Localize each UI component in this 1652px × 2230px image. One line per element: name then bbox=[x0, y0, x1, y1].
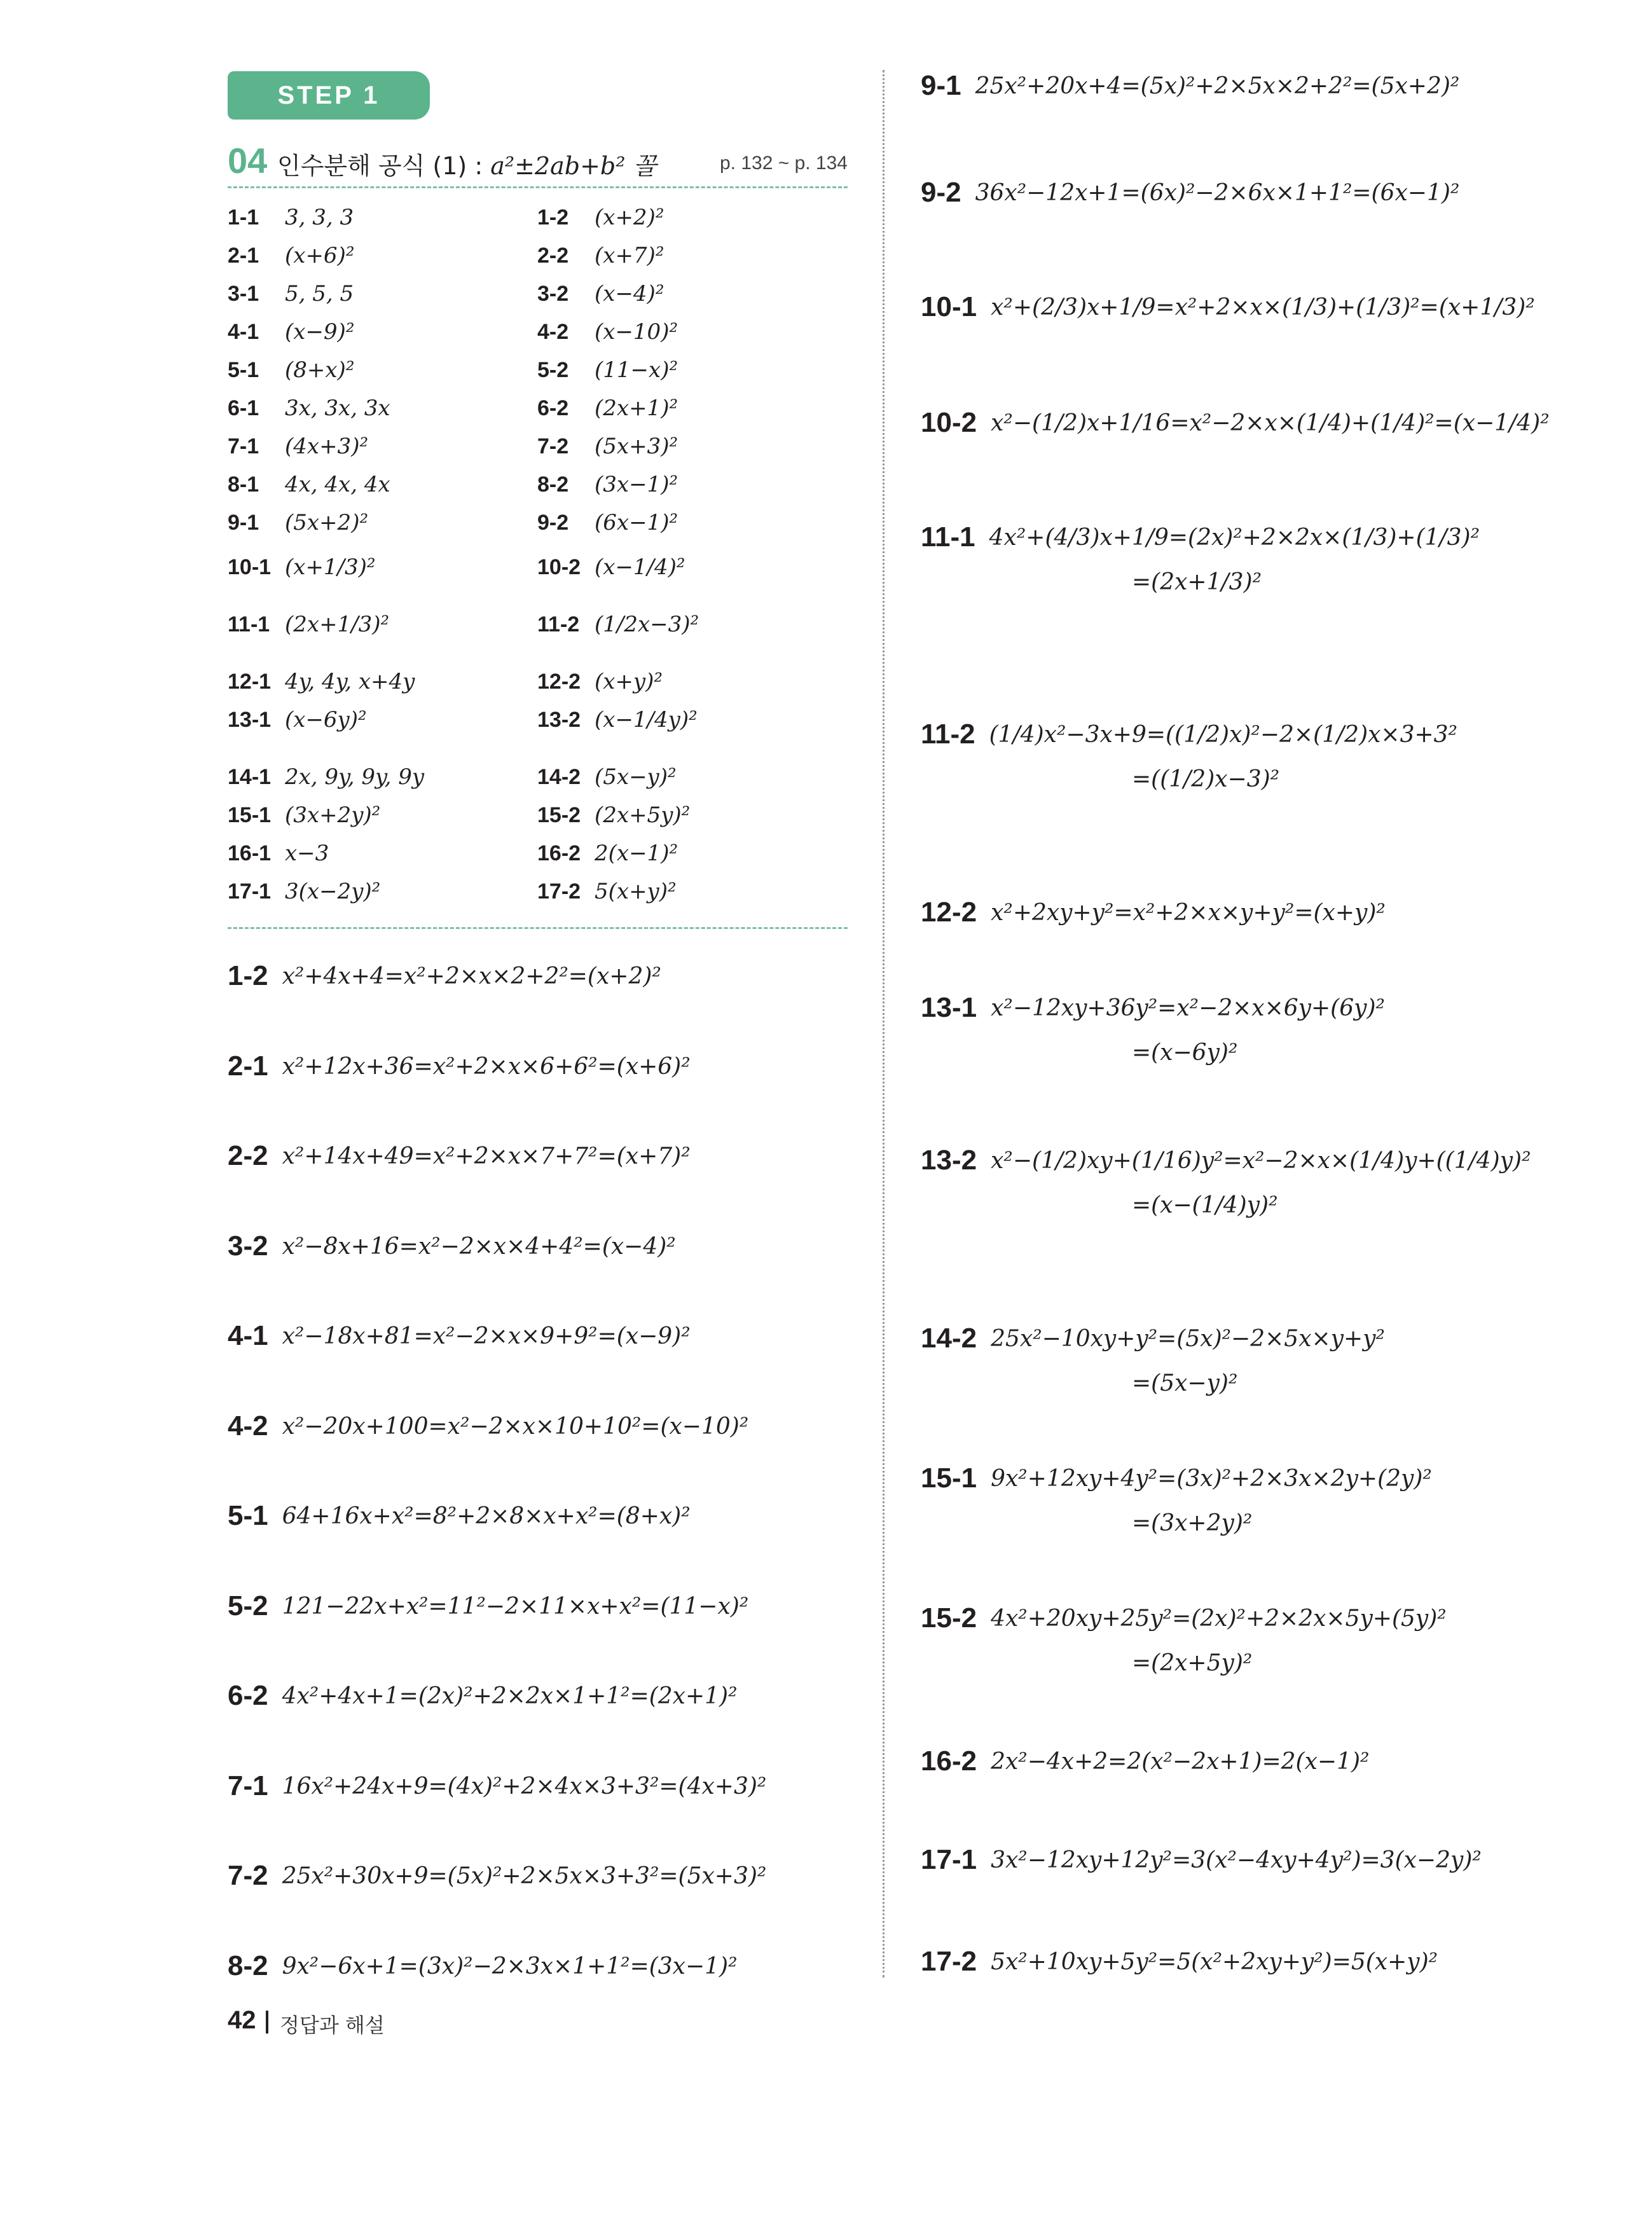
solution-item bbox=[228, 1770, 766, 1802]
solution-equation: 9x²+12xy+4y²=(3x)²+2×3x×2y+(2y)² bbox=[991, 1465, 1432, 1492]
answer-label: 2-1 bbox=[228, 244, 259, 268]
solution-item bbox=[228, 1140, 691, 1172]
solution-label: 12-2 bbox=[921, 897, 977, 928]
solution-label: 10-1 bbox=[921, 291, 977, 322]
answer-label: 8-1 bbox=[228, 472, 259, 497]
solution-item bbox=[228, 1680, 738, 1712]
answer-label: 17-2 bbox=[537, 879, 581, 904]
answer-row bbox=[537, 764, 677, 790]
answer-label: 11-2 bbox=[537, 612, 580, 637]
answer-row bbox=[228, 205, 354, 230]
answer-label: 16-2 bbox=[537, 841, 581, 865]
solution-item bbox=[921, 1946, 1438, 1978]
solution-item bbox=[921, 1463, 1432, 1494]
solution-item bbox=[921, 1145, 1531, 1176]
solution-item bbox=[921, 291, 1535, 323]
solution-equation: x²−18x+81=x²−2×x×9+9²=(x−9)² bbox=[282, 1323, 691, 1349]
solution-equation: 4x²+20xy+25y²=(2x)²+2×2x×5y+(5y)² bbox=[991, 1605, 1447, 1632]
answer-label: 1-2 bbox=[537, 205, 569, 230]
solution-label: 14-2 bbox=[921, 1323, 977, 1354]
answer-row bbox=[228, 243, 354, 268]
page-range: p. 132 ~ p. 134 bbox=[719, 153, 848, 174]
answer-label: 17-1 bbox=[228, 879, 272, 904]
answer-row bbox=[537, 396, 678, 421]
answer-label: 3-2 bbox=[537, 282, 569, 306]
answer-label: 15-2 bbox=[537, 803, 581, 827]
answer-row bbox=[537, 281, 664, 306]
answer-value: 5, 5, 5 bbox=[285, 281, 354, 306]
answer-label: 12-1 bbox=[228, 670, 272, 694]
answer-row bbox=[537, 802, 690, 828]
solution-label: 8-2 bbox=[228, 1950, 268, 1981]
solution-equation: x²+2xy+y²=x²+2×x×y+y²=(x+y)² bbox=[991, 899, 1386, 926]
answer-value: 3, 3, 3 bbox=[285, 205, 354, 230]
solution-item bbox=[228, 1320, 691, 1352]
solution-item bbox=[921, 992, 1385, 1024]
solution-equation: x²+14x+49=x²+2×x×7+7²=(x+7)² bbox=[282, 1143, 691, 1169]
answer-row bbox=[537, 319, 678, 345]
divider-bottom bbox=[228, 927, 848, 929]
answer-row bbox=[537, 554, 685, 580]
answer-row bbox=[537, 472, 678, 497]
solution-equation: 5x²+10xy+5y²=5(x²+2xy+y²)=5(x+y)² bbox=[991, 1948, 1438, 1975]
answer-label: 5-2 bbox=[537, 358, 569, 382]
answer-value: (x+1/3)² bbox=[285, 554, 376, 580]
solution-label: 15-1 bbox=[921, 1463, 977, 1494]
solution-label: 3-2 bbox=[228, 1230, 268, 1262]
solution-item bbox=[228, 1230, 676, 1262]
answer-row bbox=[228, 802, 380, 828]
solution-equation: 121−22x+x²=11²−2×11×x+x²=(11−x)² bbox=[282, 1593, 749, 1620]
answer-label: 3-1 bbox=[228, 282, 259, 306]
answer-value: 5(x+y)² bbox=[595, 879, 677, 904]
solution-label: 17-1 bbox=[921, 1844, 977, 1875]
solution-equation: x²−(1/2)xy+(1/16)y²=x²−2×x×(1/4)y+((1/4)y)² bbox=[991, 1147, 1531, 1174]
page-number: 42 bbox=[228, 2006, 256, 2034]
solution-equation: x²+(2/3)x+1/9=x²+2×x×(1/3)+(1/3)²=(x+1/3)² bbox=[991, 294, 1535, 320]
answer-row bbox=[228, 707, 367, 733]
solution-item bbox=[921, 897, 1386, 928]
answer-label: 2-2 bbox=[537, 244, 569, 268]
solution-equation: x²−20x+100=x²−2×x×10+10²=(x−10)² bbox=[282, 1413, 749, 1440]
solution-label: 6-2 bbox=[228, 1680, 268, 1711]
solution-equation: 64+16x+x²=8²+2×8×x+x²=(8+x)² bbox=[282, 1503, 691, 1529]
solution-label: 2-2 bbox=[228, 1140, 268, 1171]
answer-label: 14-1 bbox=[228, 765, 272, 789]
solution-continuation: =(x−(1/4)y)² bbox=[1132, 1192, 1278, 1218]
solution-equation: 25x²+20x+4=(5x)²+2×5x×2+2²=(5x+2)² bbox=[975, 72, 1460, 99]
solution-item bbox=[921, 1602, 1447, 1634]
solution-label: 13-1 bbox=[921, 992, 977, 1023]
solution-label: 9-2 bbox=[921, 177, 961, 208]
answer-label: 15-1 bbox=[228, 803, 272, 827]
answer-label: 4-2 bbox=[537, 320, 569, 344]
answer-value: (x−1/4y)² bbox=[595, 707, 698, 733]
solution-item bbox=[921, 177, 1459, 209]
answer-value: (x+2)² bbox=[595, 205, 664, 230]
answer-row bbox=[537, 510, 678, 535]
answer-value: (6x−1)² bbox=[595, 510, 678, 535]
answer-value: (x+6)² bbox=[285, 243, 355, 268]
answer-label: 9-1 bbox=[228, 511, 259, 535]
solution-label: 10-2 bbox=[921, 407, 977, 438]
section-title-formula: a²±2ab+b² 꼴 bbox=[490, 152, 657, 180]
answer-value: (3x+2y)² bbox=[285, 802, 381, 828]
answer-row bbox=[537, 707, 698, 733]
answer-value: (x−9)² bbox=[285, 319, 355, 345]
answer-label: 1-1 bbox=[228, 205, 259, 230]
solution-label: 5-2 bbox=[228, 1590, 268, 1621]
answer-label: 7-1 bbox=[228, 434, 259, 458]
solution-equation: 16x²+24x+9=(4x)²+2×4x×3+3²=(4x+3)² bbox=[282, 1773, 767, 1800]
answer-value: (5x−y)² bbox=[595, 764, 677, 790]
answer-label: 4-1 bbox=[228, 320, 259, 344]
answer-row bbox=[228, 612, 389, 637]
answer-value: (8+x)² bbox=[285, 357, 355, 383]
column-divider bbox=[883, 70, 885, 1978]
solution-equation: 4x²+4x+1=(2x)²+2×2x×1+1²=(2x+1)² bbox=[282, 1683, 738, 1709]
solution-continuation: =((1/2)x−3)² bbox=[1132, 766, 1280, 792]
answer-label: 11-1 bbox=[228, 612, 270, 637]
answer-value: 4x, 4x, 4x bbox=[285, 472, 390, 497]
solution-item bbox=[921, 1323, 1385, 1354]
answer-value: x−3 bbox=[285, 841, 329, 866]
solution-continuation: =(2x+1/3)² bbox=[1132, 569, 1262, 595]
solution-equation: x²+12x+36=x²+2×x×6+6²=(x+6)² bbox=[282, 1053, 691, 1080]
solution-label: 4-1 bbox=[228, 1320, 268, 1351]
answer-row bbox=[537, 841, 678, 866]
answer-value: (x+y)² bbox=[595, 669, 663, 694]
solution-continuation: =(5x−y)² bbox=[1132, 1370, 1238, 1396]
answer-row bbox=[228, 554, 376, 580]
footer-text: 정답과 해설 bbox=[280, 2013, 385, 2037]
answer-row bbox=[537, 879, 677, 904]
answer-row bbox=[537, 669, 663, 694]
solution-equation: 25x²−10xy+y²=(5x)²−2×5x×y+y² bbox=[991, 1325, 1385, 1352]
answer-row bbox=[228, 281, 354, 306]
answer-row bbox=[228, 357, 354, 383]
answer-row bbox=[228, 434, 368, 459]
solution-label: 1-2 bbox=[228, 960, 268, 991]
solution-equation: 36x²−12x+1=(6x)²−2×6x×1+1²=(6x−1)² bbox=[975, 179, 1460, 206]
solution-item bbox=[228, 1500, 691, 1532]
answer-value: 4y, 4y, x+4y bbox=[285, 669, 415, 694]
solution-item bbox=[921, 70, 1459, 102]
solution-item bbox=[921, 1844, 1482, 1876]
solution-continuation: =(2x+5y)² bbox=[1132, 1650, 1253, 1676]
solution-item bbox=[228, 1950, 738, 1982]
answer-row bbox=[228, 764, 424, 790]
solution-item bbox=[921, 1745, 1369, 1777]
answer-row bbox=[537, 357, 678, 383]
answer-value: (x−6y)² bbox=[285, 707, 367, 733]
answer-label: 10-1 bbox=[228, 555, 272, 579]
solution-equation: x²−(1/2)x+1/16=x²−2×x×(1/4)+(1/4)²=(x−1/4)² bbox=[991, 410, 1550, 436]
solution-label: 2-1 bbox=[228, 1050, 268, 1082]
section-header bbox=[228, 140, 848, 186]
solution-label: 11-1 bbox=[921, 521, 975, 553]
answer-row bbox=[228, 319, 354, 345]
answer-label: 6-1 bbox=[228, 396, 259, 420]
answer-label: 9-2 bbox=[537, 511, 569, 535]
answer-label: 16-1 bbox=[228, 841, 272, 865]
answer-label: 10-2 bbox=[537, 555, 581, 579]
solution-label: 7-2 bbox=[228, 1860, 268, 1891]
solution-equation: (1/4)x²−3x+9=((1/2)x)²−2×(1/2)x×3+3² bbox=[989, 721, 1457, 748]
answer-label: 5-1 bbox=[228, 358, 259, 382]
solution-item bbox=[228, 960, 661, 992]
solution-item bbox=[921, 521, 1480, 553]
solution-label: 7-1 bbox=[228, 1770, 268, 1801]
solution-item bbox=[921, 719, 1457, 750]
solution-item bbox=[228, 1590, 748, 1622]
solution-item bbox=[228, 1410, 748, 1442]
answer-value: (3x−1)² bbox=[595, 472, 678, 497]
answer-label: 7-2 bbox=[537, 434, 569, 458]
step-badge: STEP 1 bbox=[228, 71, 430, 120]
answer-row bbox=[537, 243, 664, 268]
section-title-korean: 인수분해 공식 (1) : bbox=[277, 152, 491, 180]
answer-row bbox=[537, 612, 699, 637]
answer-value: 3(x−2y)² bbox=[285, 879, 381, 904]
solution-label: 15-2 bbox=[921, 1602, 977, 1634]
answer-label: 6-2 bbox=[537, 396, 569, 420]
solution-label: 9-1 bbox=[921, 70, 961, 101]
answer-value: (2x+1)² bbox=[595, 396, 678, 421]
solution-equation: x²+4x+4=x²+2×x×2+2²=(x+2)² bbox=[282, 963, 661, 989]
answer-value: (11−x)² bbox=[595, 357, 678, 383]
solution-label: 5-1 bbox=[228, 1500, 268, 1531]
solution-label: 17-2 bbox=[921, 1946, 977, 1977]
answer-value: (4x+3)² bbox=[285, 434, 369, 459]
answer-label: 14-2 bbox=[537, 765, 581, 789]
solution-item bbox=[228, 1050, 691, 1082]
answer-row bbox=[228, 510, 368, 535]
solution-equation: 4x²+(4/3)x+1/9=(2x)²+2×2x×(1/3)+(1/3)² bbox=[989, 524, 1480, 551]
section-title bbox=[277, 146, 656, 181]
answer-row bbox=[228, 472, 390, 497]
divider-top bbox=[228, 186, 848, 188]
answer-value: 3x, 3x, 3x bbox=[285, 396, 390, 421]
answer-value: 2x, 9y, 9y, 9y bbox=[285, 764, 425, 790]
section-number: 04 bbox=[228, 141, 268, 181]
footer-bar bbox=[266, 2011, 268, 2034]
solution-label: 13-2 bbox=[921, 1145, 977, 1176]
answer-row bbox=[228, 879, 380, 904]
answer-row bbox=[537, 205, 664, 230]
answer-label: 13-1 bbox=[228, 708, 272, 732]
answer-value: (x+7)² bbox=[595, 243, 664, 268]
answer-value: 2(x−1)² bbox=[595, 841, 678, 866]
solution-equation: 25x²+30x+9=(5x)²+2×5x×3+3²=(5x+3)² bbox=[282, 1862, 767, 1889]
answer-value: (5x+2)² bbox=[285, 510, 369, 535]
answer-value: (x−4)² bbox=[595, 281, 664, 306]
answer-row bbox=[228, 396, 390, 421]
answer-row bbox=[228, 841, 329, 866]
solution-equation: 3x²−12xy+12y²=3(x²−4xy+4y²)=3(x−2y)² bbox=[991, 1847, 1482, 1873]
answer-value: (x−10)² bbox=[595, 319, 678, 345]
answer-row bbox=[228, 669, 415, 694]
answer-value: (1/2x−3)² bbox=[595, 612, 699, 637]
solution-equation: 9x²−6x+1=(3x)²−2×3x×1+1²=(3x−1)² bbox=[282, 1953, 738, 1979]
answer-value: (x−1/4)² bbox=[595, 554, 685, 580]
solution-continuation: =(3x+2y)² bbox=[1132, 1510, 1253, 1536]
solution-label: 16-2 bbox=[921, 1745, 977, 1777]
answer-label: 12-2 bbox=[537, 670, 581, 694]
solution-equation: x²−8x+16=x²−2×x×4+4²=(x−4)² bbox=[282, 1233, 676, 1260]
solution-label: 4-2 bbox=[228, 1410, 268, 1442]
answer-value: (2x+5y)² bbox=[595, 802, 691, 828]
answer-row bbox=[537, 434, 678, 459]
answer-label: 8-2 bbox=[537, 472, 569, 497]
solution-equation: 2x²−4x+2=2(x²−2x+1)=2(x−1)² bbox=[991, 1748, 1370, 1775]
answer-value: (5x+3)² bbox=[595, 434, 678, 459]
answer-label: 13-2 bbox=[537, 708, 581, 732]
solution-label: 11-2 bbox=[921, 719, 975, 750]
solution-item bbox=[921, 407, 1550, 439]
answer-value: (2x+1/3)² bbox=[285, 612, 390, 637]
solution-equation: x²−12xy+36y²=x²−2×x×6y+(6y)² bbox=[991, 995, 1385, 1021]
solution-continuation: =(x−6y)² bbox=[1132, 1040, 1238, 1066]
solution-item bbox=[228, 1860, 766, 1892]
